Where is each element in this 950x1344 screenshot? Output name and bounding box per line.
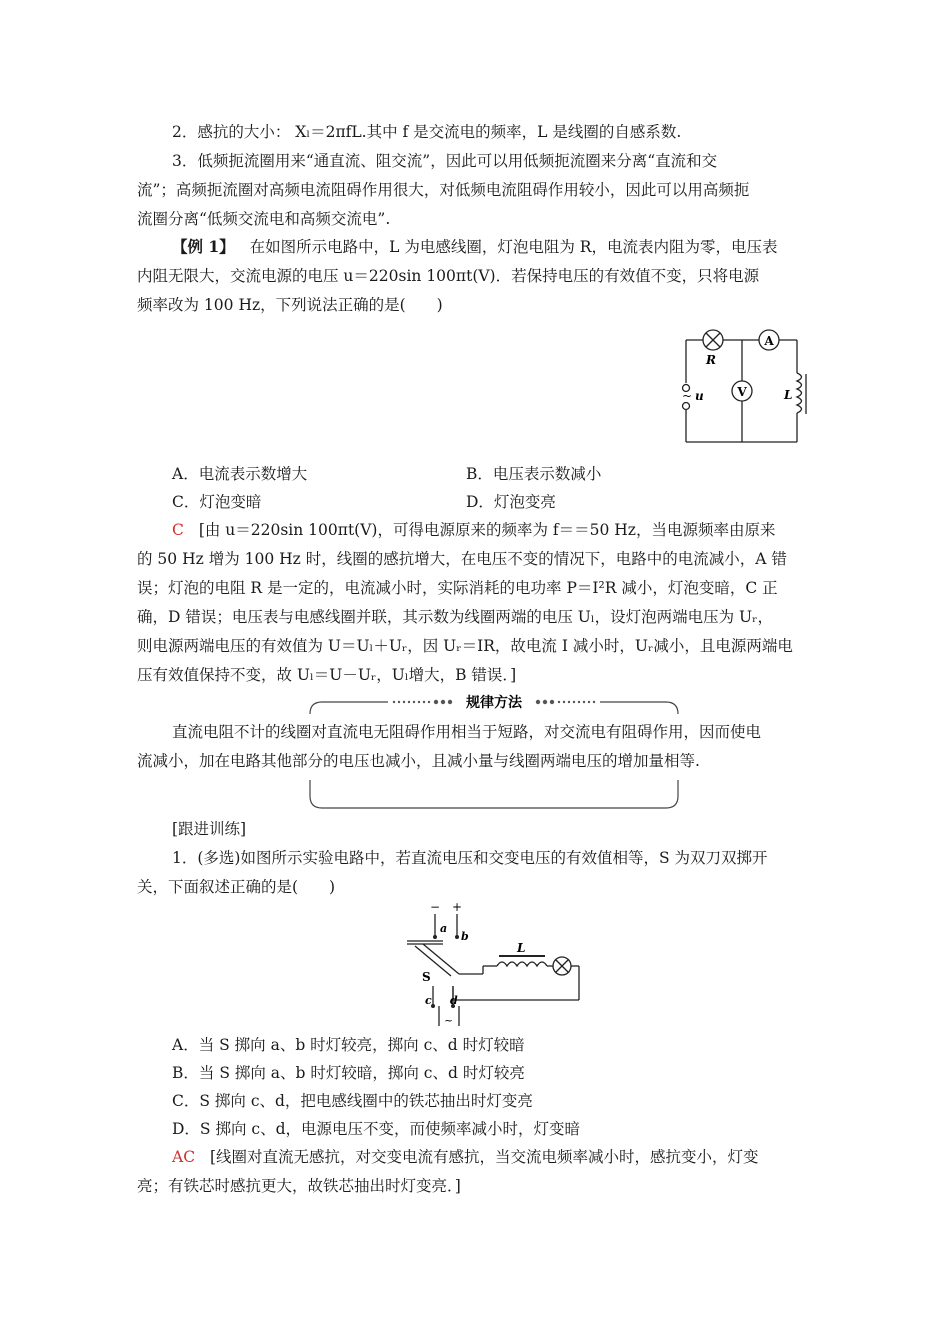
example-1-solution-text1: [由 u＝220sin 100πt(V)，可得电源原来的频率为 f＝＝50 Hz，当电源频率由原来 <box>198 521 776 539</box>
paragraph-choke-line2: 流”；高频扼流圈对高频电流阻碍作用很大，对低频电流阻碍作用较小，因此可以用高频扼 <box>137 181 750 199</box>
example-1-solution-line5: 则电源两端电压的有效值为 U＝Uₗ＋Uᵣ，因 Uᵣ＝IR，故电流 I 减小时，Uᵣ减小，且电源两端电 <box>137 637 793 655</box>
ammeter-icon <box>759 330 779 350</box>
example-1-line1 <box>172 236 777 258</box>
lamp-icon <box>703 330 723 350</box>
example-1-option-a: A．电流表示数增大 <box>172 465 308 483</box>
label-ac-tilde: ~ <box>444 1014 454 1027</box>
example-1-solution-line4: 确，D 错误；电压表与电感线圈并联，其示数为线圈两端的电压 Uₗ，设灯泡两端电压为 Uᵣ， <box>137 608 773 626</box>
circuit-diagram-1 <box>670 318 815 448</box>
example-1-stem-line2: 内阻无限大，交流电源的电压 u＝220sin 100πt(V)．若保持电压的有效值不变，只将电源 <box>137 267 760 285</box>
practice-option-a: A．当 S 掷向 a、b 时灯较亮，掷向 c、d 时灯较暗 <box>172 1036 525 1054</box>
label-ac-tilde: ~ <box>682 389 693 403</box>
method-title: 规律方法 <box>466 695 522 711</box>
practice-q1-line1: 1．(多选)如图所示实验电路中，若直流电压和交变电压的有效值相等，S 为双刀双掷开 <box>172 849 768 867</box>
example-1-solution-line3: 误；灯泡的电阻 R 是一定的，电流减小时，实际消耗的电功率 P＝I²R 减小，灯泡变暗，C 正 <box>137 579 778 597</box>
example-1-solution-line2: 的 50 Hz 增为 100 Hz 时，线圈的感抗增大，在电压不变的情况下，电路中的电流减小，A 错 <box>137 550 787 568</box>
label-a: a <box>440 922 448 935</box>
practice-q1-line2: 关，下面叙述正确的是( ) <box>137 878 336 896</box>
method-line2: 流减小，加在电路其他部分的电压也减小，且减小量与线圈两端电压的增加量相等. <box>137 752 700 770</box>
paragraph-reactance-formula: 2．感抗的大小： Xₗ＝2πfL.其中 f 是交流电的频率，L 是线圈的自感系数. <box>172 123 682 141</box>
example-1-solution-line1 <box>172 519 775 541</box>
practice-header: [跟进训练] <box>172 820 247 838</box>
example-1-answer: C <box>172 521 184 539</box>
practice-option-b: B．当 S 掷向 a、b 时灯较暗，掷向 c、d 时灯较亮 <box>172 1064 525 1082</box>
label-S: S <box>422 970 431 984</box>
label-L: L <box>784 388 793 402</box>
example-1-solution-line6: 压有效值保持不变，故 Uₗ＝U－Uᵣ，Uₗ增大，B 错误．] <box>137 666 517 684</box>
svg-text:V: V <box>737 385 747 399</box>
practice-option-d: D．S 掷向 c、d，电源电压不变，而使频率减小时，灯变暗 <box>172 1120 581 1138</box>
example-1-option-b: B．电压表示数减小 <box>466 465 602 483</box>
label-L: L <box>517 941 526 955</box>
label-b: b <box>461 930 469 943</box>
label-c: c <box>425 994 432 1007</box>
example-1-stem-line3: 频率改为 100 Hz，下列说法正确的是( ) <box>137 296 443 314</box>
label-d: d <box>450 994 458 1007</box>
example-1-option-d: D．灯泡变亮 <box>466 493 556 511</box>
example-1-option-c: C．灯泡变暗 <box>172 493 262 511</box>
practice-answer: AC <box>172 1148 196 1166</box>
label-plus: + <box>452 900 463 914</box>
practice-option-c: C．S 掷向 c、d，把电感线圈中的铁芯抽出时灯变亮 <box>172 1092 533 1110</box>
practice-solution-text1: [线圈对直流无感抗，对交变电流有感抗，当交流电频率减小时，感抗变小，灯变 <box>210 1148 759 1166</box>
practice-solution-line1 <box>172 1146 759 1168</box>
svg-text:A: A <box>764 334 774 348</box>
example-1-stem-line1: 在如图所示电路中，L 为电感线圈，灯泡电阻为 R，电流表内阻为零，电压表 <box>249 238 778 256</box>
lamp-icon <box>553 957 571 975</box>
method-line1: 直流电阻不计的线圈对直流电无阻碍作用相当于短路，对交流电有阻碍作用，因而使电 <box>172 723 762 741</box>
paragraph-choke-line1: 3．低频扼流圈用来“通直流、阻交流”，因此可以用低频扼流圈来分离“直流和交 <box>172 152 718 170</box>
paragraph-choke-line3: 流圈分离“低频交流电和高频交流电”. <box>137 210 391 228</box>
voltmeter-icon <box>732 381 752 401</box>
circuit-diagram-2 <box>395 900 595 1030</box>
label-u: u <box>695 389 704 403</box>
label-R: R <box>706 353 716 367</box>
practice-solution-line2: 亮；有铁芯时感抗更大，故铁芯抽出时灯变亮．] <box>137 1177 461 1195</box>
label-minus: − <box>430 900 441 914</box>
example-1-tag: 【例 1】 <box>172 237 235 256</box>
